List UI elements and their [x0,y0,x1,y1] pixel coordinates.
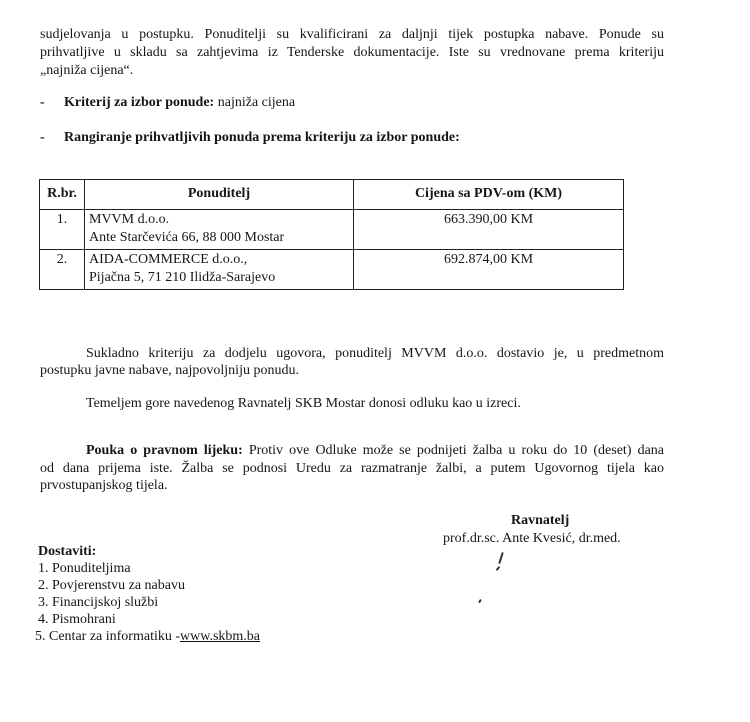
table-row [40,250,624,290]
signature-name: prof.dr.sc. Ante Kvesić, dr.med. [443,531,621,546]
deliver-heading: Dostaviti: [38,544,97,559]
intro-line-2: prihvatljive u skladu sa zahtjevima iz Tenderske dokumentacije. Iste su vrednovane prema kriteriju [40,45,664,60]
table-header-price: Cijena sa PDV-om (KM) [354,180,624,210]
para2-line-2: postupku javne nabave, najpovoljniju ponudu. [40,363,299,378]
deliver-item-5 [35,629,260,645]
bidder-name: MVVM d.o.o. [89,212,170,227]
legal-text-1: Protiv ove Odluke može se podnijeti žalba u roku do 10 (deset) dana [248,443,665,458]
criteria-label: Kriterij za izbor ponude: [64,95,215,110]
criteria-line [64,95,295,111]
table-cell-num: 2. [40,250,85,290]
legal-line-3: prvostupanjskog tijela. [40,478,168,493]
deliver-item: 3. Financijskoj službi [38,595,159,610]
para2-line-1: Sukladno kriteriju za dodjelu ugovora, ponuditelj MVVM d.o.o. dostavio je, u predmetnom [86,346,664,361]
table-cell-price: 692.874,00 KM [354,250,624,290]
criteria-bullet: - [40,95,45,110]
ranking-table [39,179,624,290]
deliver-item: 4. Pismohrani [38,612,116,627]
deliver-item: 1. Ponuditeljima [38,561,131,576]
criteria-value: najniža cijena [217,95,296,110]
legal-line-2: od dana prijema iste. Žalba se podnosi Uredu za razmatranje žalbi, a putem Ugovornog tijela kao [40,461,664,476]
table-row [40,210,624,250]
table-cell-bidder [85,250,354,290]
signature-title: Ravnatelj [511,513,570,528]
table-cell-price: 663.390,00 KM [354,210,624,250]
signature-mark [498,552,504,564]
para3: Temeljem gore navedenog Ravnatelj SKB Mostar donosi odluku kao u izreci. [86,396,521,411]
signature-mark [496,566,501,571]
bidder-address: Ante Starčevića 66, 88 000 Mostar [89,230,285,245]
table-cell-num: 1. [40,210,85,250]
table-header-rbr: R.br. [40,180,85,210]
bidder-address: Pijačna 5, 71 210 Ilidža-Sarajevo [89,270,276,285]
table-cell-bidder [85,210,354,250]
ranking-heading: Rangiranje prihvatljivih ponuda prema kriteriju za izbor ponude: [64,130,460,145]
bidder-name: AIDA-COMMERCE d.o.o., [89,252,248,267]
legal-label: Pouka o pravnom lijeku: [86,443,243,458]
deliver-item-5-text: 5. Centar za informatiku - [35,629,181,644]
signature-mark [478,599,481,603]
table-header-row [40,180,624,210]
intro-line-3: „najniža cijena“. [40,63,134,78]
intro-line-1: sudjelovanja u postupku. Ponuditelji su kvalificirani za daljnji tijek postupka nabave. Ponude su [40,27,664,42]
legal-line-1 [86,443,664,459]
deliver-item: 2. Povjerenstvu za nabavu [38,578,185,593]
ranking-bullet: - [40,130,45,145]
table-header-ponuditelj: Ponuditelj [85,180,354,210]
website-link[interactable]: www.skbm.ba [180,629,260,644]
